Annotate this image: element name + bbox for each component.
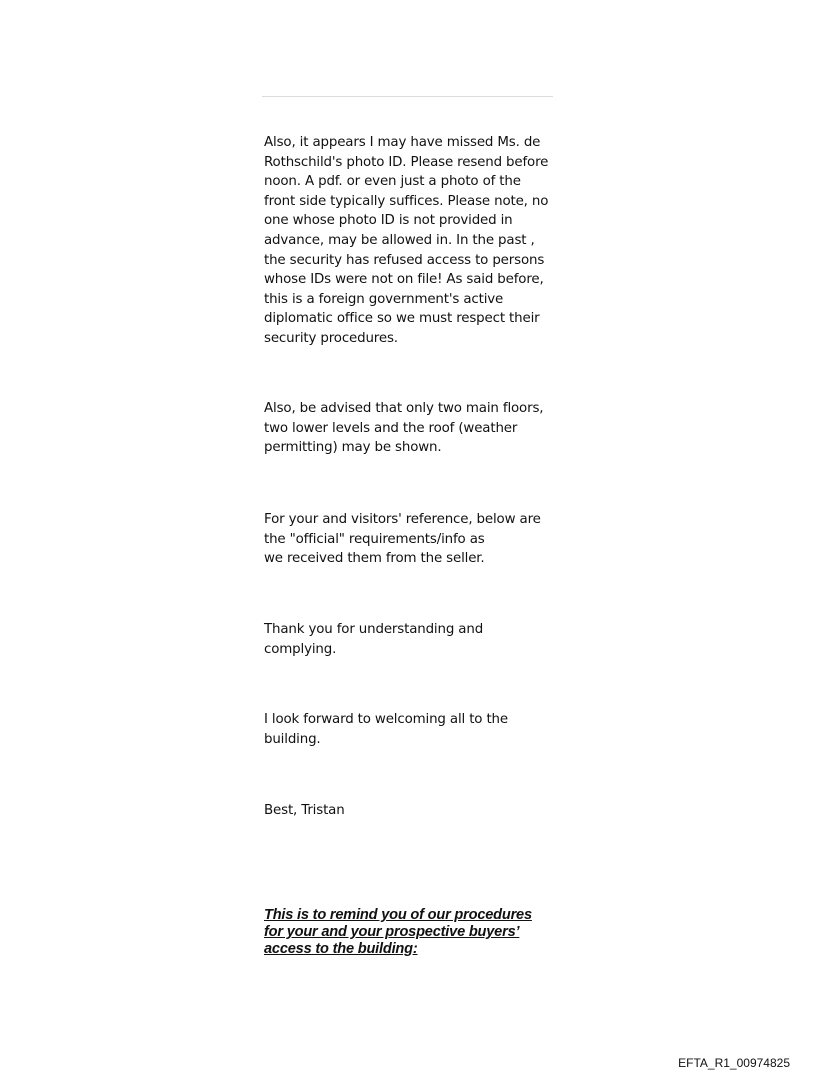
text-line: Also, be advised that only two main floors, [264, 401, 544, 416]
paragraph-thanks [264, 620, 564, 659]
text-line: advance, may be allowed in. In the past , [264, 232, 535, 248]
text-line: building. [264, 731, 321, 747]
text-line: permitting) may be shown. [264, 440, 442, 456]
heading-line: for your and your prospective buyers’ [264, 924, 520, 940]
text-line: diplomatic office so we must respect their [264, 311, 540, 327]
paragraph-welcome [264, 710, 564, 749]
top-divider [262, 96, 553, 97]
text-line: For your and visitors' reference, below are [264, 512, 541, 527]
text-line: Rothschild's photo ID. Please resend before [264, 154, 549, 170]
paragraph-photo-id [264, 133, 564, 349]
text-line: security procedures. [264, 330, 398, 346]
signature [264, 801, 564, 821]
text-line: Best, Tristan [264, 803, 345, 818]
document-id: EFTA_R1_00974825 [678, 1056, 790, 1070]
paragraph-reference [264, 510, 564, 569]
heading-line: access to the building: [264, 941, 418, 957]
text-line: complying. [264, 641, 337, 657]
text-line: Thank you for understanding and [264, 622, 484, 637]
text-line: the "official" requirements/info as [264, 531, 485, 547]
text-line: whose IDs were not on file! As said before, [264, 272, 544, 288]
text-line: this is a foreign government's active [264, 291, 504, 307]
text-line: Also, it appears I may have missed Ms. de [264, 135, 541, 150]
text-line: noon. A pdf. or even just a photo of the [264, 174, 521, 190]
reminder-heading [264, 907, 564, 958]
text-line: I look forward to welcoming all to the [264, 712, 508, 727]
paragraph-floors [264, 399, 564, 458]
text-line: two lower levels and the roof (weather [264, 420, 518, 436]
text-line: we received them from the seller. [264, 551, 485, 567]
text-line: the security has refused access to persons [264, 252, 545, 268]
text-line: front side typically suffices. Please note, no [264, 193, 549, 209]
text-line: one whose photo ID is not provided in [264, 213, 513, 229]
heading-line: This is to remind you of our procedures [264, 907, 532, 923]
